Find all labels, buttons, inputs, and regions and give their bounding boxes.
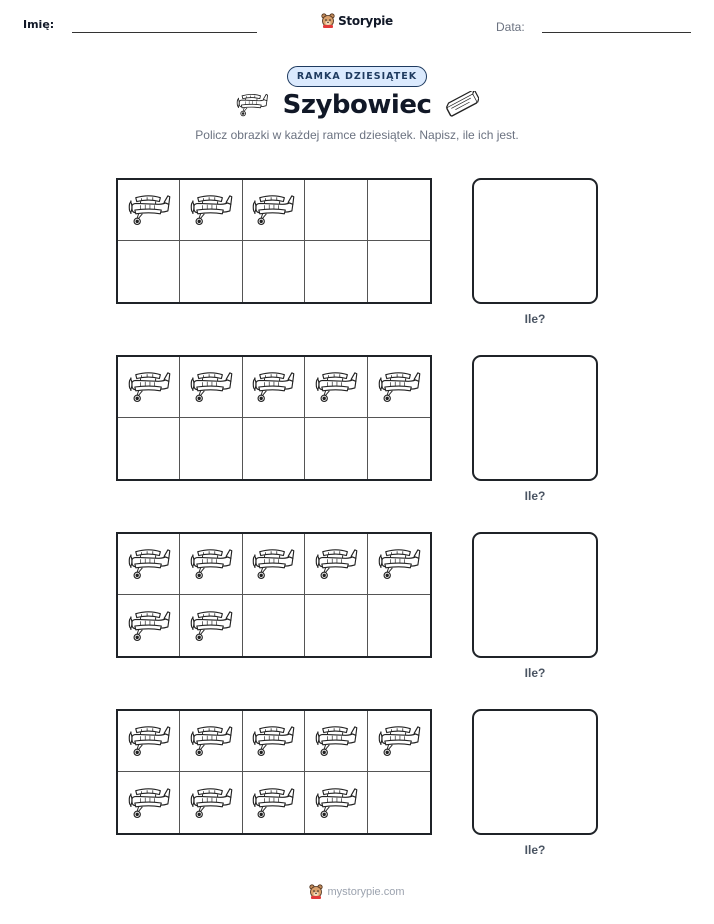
biplane-icon bbox=[126, 370, 172, 404]
ten-frame-cell bbox=[180, 534, 242, 595]
ten-frame-cell bbox=[118, 534, 180, 595]
biplane-icon bbox=[126, 547, 172, 581]
biplane-icon bbox=[235, 92, 269, 118]
ten-frame-3 bbox=[116, 532, 432, 658]
biplane-icon bbox=[250, 724, 296, 758]
ten-frame-cell bbox=[243, 241, 305, 302]
ten-frame-4 bbox=[116, 709, 432, 835]
ten-frame-cell bbox=[305, 595, 367, 656]
ten-frame-cell bbox=[180, 595, 242, 656]
date-label: Data: bbox=[496, 20, 525, 34]
wood-plank-icon bbox=[445, 91, 479, 119]
ten-frame-cell bbox=[368, 357, 430, 418]
biplane-icon bbox=[250, 370, 296, 404]
biplane-icon bbox=[313, 786, 359, 820]
ten-frame-cell bbox=[118, 357, 180, 418]
ten-frame-cell bbox=[305, 357, 367, 418]
ten-frame-cell bbox=[180, 241, 242, 302]
ten-frame-cell bbox=[305, 241, 367, 302]
title-row bbox=[0, 90, 714, 120]
footer bbox=[0, 884, 714, 899]
ten-frame-cell bbox=[118, 711, 180, 772]
ten-frame-cell bbox=[243, 711, 305, 772]
ten-frame-cell bbox=[243, 357, 305, 418]
answer-box-2[interactable] bbox=[472, 355, 598, 481]
name-line[interactable] bbox=[72, 32, 257, 33]
ten-frame-cell bbox=[305, 418, 367, 479]
ten-frame-1 bbox=[116, 178, 432, 304]
worksheet-type-badge: RAMKA DZIESIĄTEK bbox=[287, 66, 427, 87]
answer-box-3[interactable] bbox=[472, 532, 598, 658]
answer-label-4: Ile? bbox=[524, 843, 546, 857]
ten-frame-cell bbox=[305, 711, 367, 772]
answer-label-2: Ile? bbox=[524, 489, 546, 503]
ten-frame-cell bbox=[180, 711, 242, 772]
biplane-icon bbox=[188, 193, 234, 227]
bear-mascot-icon bbox=[309, 884, 323, 899]
answer-box-1[interactable] bbox=[472, 178, 598, 304]
biplane-icon bbox=[250, 193, 296, 227]
ten-frame-cell bbox=[368, 534, 430, 595]
biplane-icon bbox=[126, 609, 172, 643]
ten-frame-cell bbox=[368, 241, 430, 302]
ten-frame-cell bbox=[243, 180, 305, 241]
biplane-icon bbox=[376, 547, 422, 581]
biplane-icon bbox=[313, 724, 359, 758]
biplane-icon bbox=[376, 724, 422, 758]
ten-frame-cell bbox=[118, 180, 180, 241]
ten-frame-cell bbox=[368, 418, 430, 479]
ten-frame-cell bbox=[118, 595, 180, 656]
biplane-icon bbox=[250, 547, 296, 581]
biplane-icon bbox=[188, 724, 234, 758]
answer-box-4[interactable] bbox=[472, 709, 598, 835]
biplane-icon bbox=[126, 193, 172, 227]
biplane-icon bbox=[188, 370, 234, 404]
bear-mascot-icon bbox=[321, 13, 335, 28]
ten-frame-cell bbox=[243, 534, 305, 595]
ten-frame-cell bbox=[118, 418, 180, 479]
ten-frame-2 bbox=[116, 355, 432, 481]
answer-label-3: Ile? bbox=[524, 666, 546, 680]
instructions: Policz obrazki w każdej ramce dziesiątek. Napisz, ile ich jest. bbox=[195, 128, 519, 142]
ten-frame-cell bbox=[118, 241, 180, 302]
biplane-icon bbox=[376, 370, 422, 404]
ten-frame-cell bbox=[180, 418, 242, 479]
ten-frame-cell bbox=[368, 180, 430, 241]
biplane-icon bbox=[250, 786, 296, 820]
ten-frame-cell bbox=[305, 180, 367, 241]
ten-frame-cell bbox=[368, 595, 430, 656]
ten-frame-cell bbox=[243, 418, 305, 479]
ten-frame-cell bbox=[368, 772, 430, 833]
ten-frame-cell bbox=[180, 772, 242, 833]
date-line[interactable] bbox=[542, 32, 691, 33]
biplane-icon bbox=[126, 724, 172, 758]
ten-frame-cell bbox=[180, 357, 242, 418]
ten-frame-cell bbox=[243, 772, 305, 833]
biplane-icon bbox=[313, 547, 359, 581]
ten-frame-cell bbox=[243, 595, 305, 656]
footer-url: mystorypie.com bbox=[327, 885, 405, 898]
ten-frame-cell bbox=[368, 711, 430, 772]
biplane-icon bbox=[188, 547, 234, 581]
biplane-icon bbox=[188, 609, 234, 643]
brand-logo bbox=[0, 13, 714, 28]
ten-frame-cell bbox=[180, 180, 242, 241]
page-title: Szybowiec bbox=[282, 90, 432, 120]
biplane-icon bbox=[313, 370, 359, 404]
name-label: Imię: bbox=[23, 18, 55, 31]
biplane-icon bbox=[188, 786, 234, 820]
brand-name: Storypie bbox=[338, 13, 393, 28]
ten-frame-cell bbox=[305, 534, 367, 595]
ten-frame-cell bbox=[118, 772, 180, 833]
answer-label-1: Ile? bbox=[524, 312, 546, 326]
ten-frame-cell bbox=[305, 772, 367, 833]
biplane-icon bbox=[126, 786, 172, 820]
